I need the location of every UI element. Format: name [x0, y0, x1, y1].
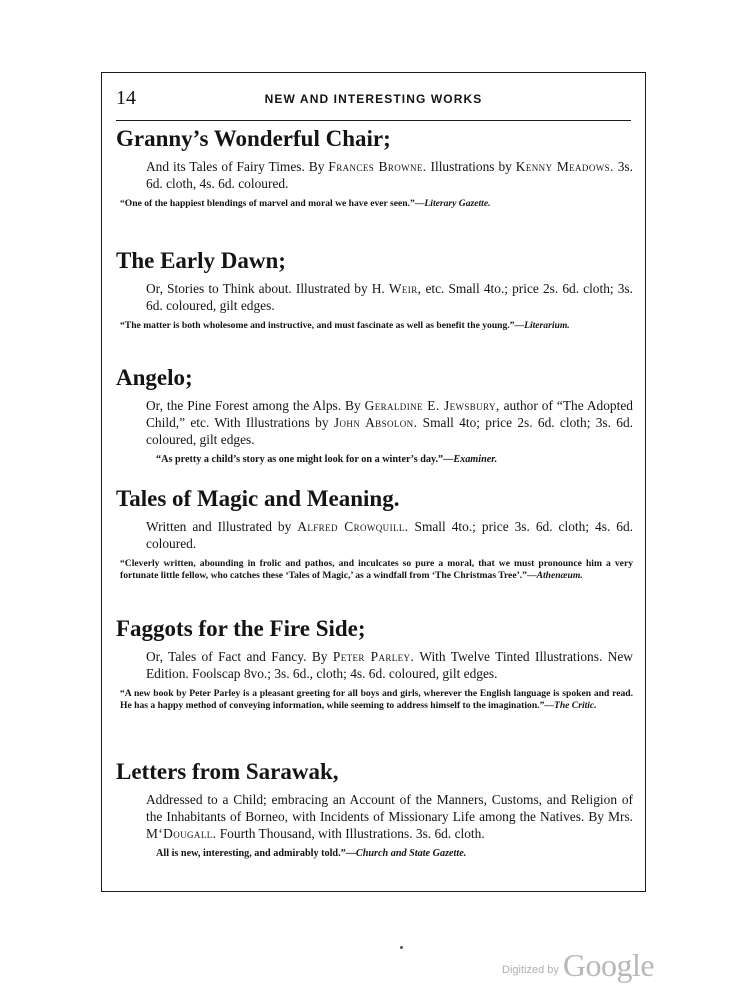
quote-text: “As pretty a child’s story as one might look for on a winter’s day.”— — [156, 454, 454, 465]
running-head: NEW AND INTERESTING WORKS — [264, 92, 483, 106]
book-entry-faggots-for-the-fire-side — [116, 615, 633, 712]
author-name: Frances Browne. — [328, 159, 427, 174]
quote-source: The Critic. — [553, 700, 597, 711]
illustrator-name: Kenny Meadows. — [515, 159, 614, 174]
desc-text: Or, the Pine Forest among the Alps. By — [146, 398, 365, 413]
google-logo: Google — [562, 947, 655, 983]
quote-text: “Cleverly written, abounding in frolic and pathos, and inculcates so pure a moral, that we must pronounce him a very fortunate little fellow, who catches these ‘Tales of Magic,’ as a windfall from ‘The Christmas Tree’.”— — [120, 558, 633, 581]
book-description — [146, 397, 633, 448]
quote-source: Church and State Gazette. — [355, 848, 467, 859]
author-name: Geraldine E. Jewsbury, — [364, 398, 500, 413]
review-quote — [120, 688, 633, 712]
book-title: The Early Dawn; — [116, 248, 286, 273]
desc-text: author of “The Adopted Child,” etc. With Illustrations by — [146, 398, 633, 430]
book-entry-the-early-dawn — [116, 247, 633, 332]
book-description — [146, 280, 633, 314]
quote-text: “One of the happiest blendings of marvel and moral we have ever seen.”— — [120, 198, 425, 209]
digitized-watermark — [502, 944, 654, 984]
author-name: M‘Dougall. — [146, 826, 217, 841]
review-quote — [120, 198, 633, 210]
quote-source: Athenæum. — [536, 570, 583, 581]
book-title: Tales of Magic and Meaning. — [116, 486, 400, 511]
book-description — [146, 791, 633, 842]
review-quote — [156, 454, 633, 466]
author-name: Peter Parley. — [332, 649, 415, 664]
desc-text: Written and Illustrated by — [146, 519, 298, 534]
desc-text: 3s. 6d. cloth, 4s. 6d. coloured. — [146, 159, 633, 191]
desc-text: Small 4to.; price 3s. 6d. cloth; 4s. 6d. coloured. — [146, 519, 634, 551]
quote-source: Examiner. — [453, 454, 498, 465]
quote-source: Literarium. — [524, 320, 570, 331]
book-title: Faggots for the Fire Side; — [116, 616, 366, 641]
page-frame — [101, 72, 646, 892]
page-header — [116, 87, 631, 111]
watermark-caption: Digitized by — [502, 964, 559, 976]
illustrator-name: John Absolon. — [333, 415, 418, 430]
book-entry-letters-from-sarawak — [116, 758, 633, 860]
desc-text: Or, Stories to Think about. Illustrated by H. — [146, 281, 389, 296]
page-number: 14 — [116, 87, 136, 109]
quote-text: “A new book by Peter Parley is a pleasant greeting for all boys and girls, wherever the English language is spoken and read. He has a happy method of conveying information, while seeming to address himself to the imagination.”— — [120, 688, 633, 711]
book-description — [146, 158, 633, 192]
quote-text: All is new, interesting, and admirably told.”— — [156, 848, 356, 859]
author-name: Alfred Crowquill. — [297, 519, 409, 534]
book-title: Letters from Sarawak, — [116, 759, 339, 784]
book-entry-grannys-wonderful-chair — [116, 125, 633, 210]
review-quote — [120, 558, 633, 582]
book-entry-angelo — [116, 364, 633, 466]
author-name: Weir, — [388, 281, 422, 296]
desc-text: etc. Small 4to.; price 2s. 6d. cloth; 3s. 6d. coloured, gilt edges. — [146, 281, 633, 313]
book-description — [146, 648, 633, 682]
review-quote — [156, 848, 633, 860]
book-title: Granny’s Wonderful Chair; — [116, 126, 391, 151]
quote-source: Literary Gazette. — [424, 198, 491, 209]
desc-text: With Twelve Tinted Illustrations. New Edition. Foolscap 8vo.; 3s. 6d., cloth; 4s. 6d. coloured, gilt edges. — [146, 649, 633, 681]
desc-text: Illustrations by — [426, 159, 516, 174]
desc-text: Addressed to a Child; embracing an Account of the Manners, Customs, and Religion of the Inhabitants of Borneo, with Incidents of Missionary Life among the Natives. By Mrs. — [146, 792, 633, 824]
header-rule — [116, 120, 631, 121]
book-description — [146, 518, 633, 552]
quote-text: “The matter is both wholesome and instructive, and must fascinate as well as benefit the young.”— — [120, 320, 525, 331]
desc-text: And its Tales of Fairy Times. By — [146, 159, 329, 174]
book-entry-tales-of-magic-and-meaning — [116, 485, 633, 582]
book-title: Angelo; — [116, 365, 193, 390]
scan-speck — [400, 946, 403, 949]
desc-text: Or, Tales of Fact and Fancy. By — [146, 649, 333, 664]
desc-text: Small 4to; price 2s. 6d. cloth; 3s. 6d. coloured, gilt edges. — [146, 415, 634, 447]
review-quote — [120, 320, 633, 332]
desc-text: Fourth Thousand, with Illustrations. 3s. 6d. cloth. — [216, 826, 485, 841]
